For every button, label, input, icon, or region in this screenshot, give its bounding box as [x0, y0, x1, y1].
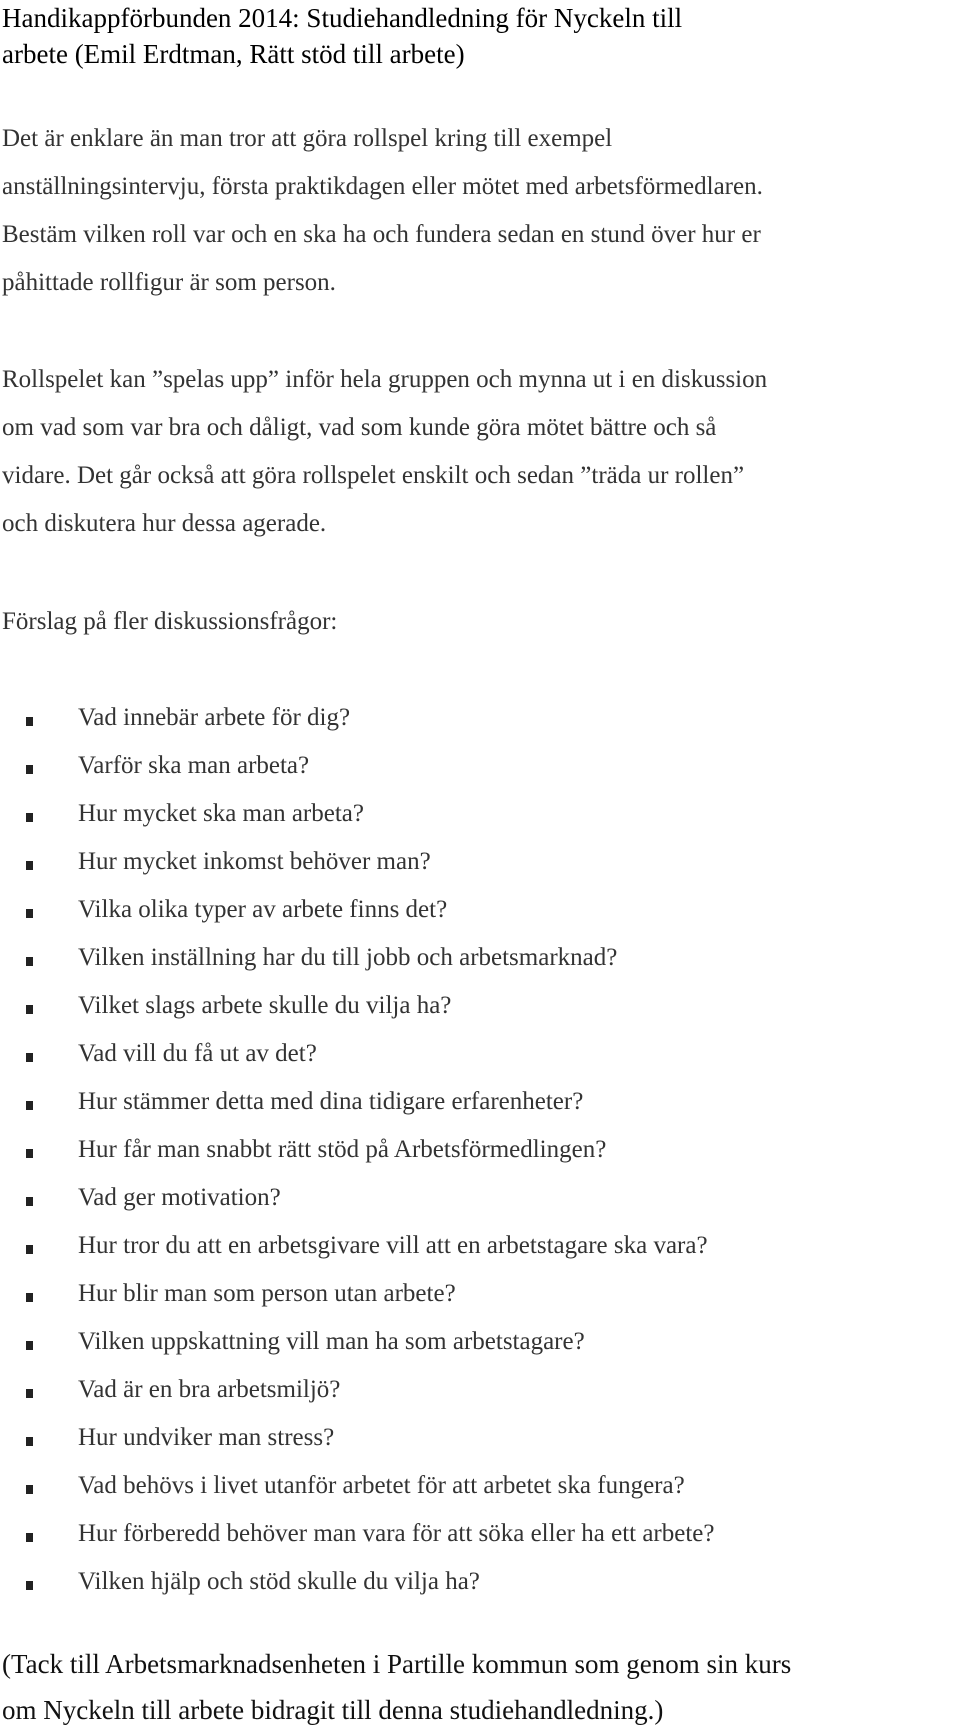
question-item — [0, 700, 940, 748]
square-bullet-icon — [26, 1101, 33, 1110]
paragraph-roleplay-discussion — [2, 356, 942, 548]
footer-line-2: om Nyckeln till arbete bidragit till denna studiehandledning.) — [2, 1695, 664, 1725]
square-bullet-icon — [26, 909, 33, 918]
question-text: Vilken uppskattning vill man ha som arbetstagare? — [78, 1328, 585, 1355]
square-bullet-icon — [26, 813, 33, 822]
square-bullet-icon — [26, 1485, 33, 1494]
question-text: Varför ska man arbeta? — [78, 752, 310, 779]
question-item — [0, 1420, 940, 1468]
question-item — [0, 1516, 940, 1564]
square-bullet-icon — [26, 1533, 33, 1542]
question-text: Vilket slags arbete skulle du vilja ha? — [78, 992, 452, 1019]
question-text: Vilken hjälp och stöd skulle du vilja ha? — [78, 1568, 480, 1595]
question-item — [0, 1276, 940, 1324]
question-item — [0, 1180, 940, 1228]
paragraph-line: och diskutera hur dessa agerade. — [2, 510, 327, 537]
question-text: Hur får man snabbt rätt stöd på Arbetsförmedlingen? — [78, 1136, 607, 1163]
square-bullet-icon — [26, 1197, 33, 1206]
question-text: Vilka olika typer av arbete finns det? — [78, 896, 448, 923]
square-bullet-icon — [26, 1437, 33, 1446]
square-bullet-icon — [26, 1293, 33, 1302]
question-item — [0, 796, 940, 844]
question-item — [0, 1036, 940, 1084]
paragraph-line: påhittade rollfigur är som person. — [2, 269, 336, 296]
square-bullet-icon — [26, 765, 33, 774]
question-text: Hur mycket inkomst behöver man? — [78, 848, 431, 875]
question-item — [0, 1564, 940, 1612]
question-item — [0, 1324, 940, 1372]
square-bullet-icon — [26, 717, 33, 726]
question-item — [0, 940, 940, 988]
acknowledgement-footer — [2, 1641, 942, 1733]
question-item — [0, 1084, 940, 1132]
question-text: Hur förberedd behöver man vara för att söka eller ha ett arbete? — [78, 1520, 715, 1547]
square-bullet-icon — [26, 1149, 33, 1158]
question-item — [0, 1468, 940, 1516]
question-item — [0, 1132, 940, 1180]
questions-heading: Förslag på fler diskussionsfrågor: — [2, 608, 338, 635]
square-bullet-icon — [26, 1053, 33, 1062]
square-bullet-icon — [26, 957, 33, 966]
paragraph-line: om vad som var bra och dåligt, vad som kunde göra mötet bättre och så — [2, 414, 717, 441]
question-text: Vad vill du få ut av det? — [78, 1040, 317, 1067]
question-text: Vad ger motivation? — [78, 1184, 281, 1211]
question-text: Hur blir man som person utan arbete? — [78, 1280, 456, 1307]
title-line-1: Handikappförbunden 2014: Studiehandledning för Nyckeln till — [2, 3, 683, 33]
question-item — [0, 988, 940, 1036]
paragraph-line: Det är enklare än man tror att göra rollspel kring till exempel — [2, 125, 613, 152]
footer-line-1: (Tack till Arbetsmarknadsenheten i Partille kommun som genom sin kurs — [2, 1649, 792, 1679]
question-text: Hur undviker man stress? — [78, 1424, 335, 1451]
paragraph-line: vidare. Det går också att göra rollspelet enskilt och sedan ”träda ur rollen” — [2, 462, 745, 489]
question-item — [0, 844, 940, 892]
square-bullet-icon — [26, 1581, 33, 1590]
square-bullet-icon — [26, 1341, 33, 1350]
paragraph-line: anställningsintervju, första praktikdagen eller mötet med arbetsförmedlaren. — [2, 173, 763, 200]
question-text: Hur mycket ska man arbeta? — [78, 800, 364, 827]
title-line-2: arbete (Emil Erdtman, Rätt stöd till arbete) — [2, 39, 465, 69]
question-item — [0, 1372, 940, 1420]
square-bullet-icon — [26, 1245, 33, 1254]
square-bullet-icon — [26, 1005, 33, 1014]
paragraph-line: Rollspelet kan ”spelas upp” inför hela gruppen och mynna ut i en diskussion — [2, 366, 768, 393]
square-bullet-icon — [26, 861, 33, 870]
paragraph-line: Bestäm vilken roll var och en ska ha och fundera sedan en stund över hur er — [2, 221, 761, 248]
question-item — [0, 1228, 940, 1276]
question-text: Hur tror du att en arbetsgivare vill att en arbetstagare ska vara? — [78, 1232, 708, 1259]
question-text: Vad behövs i livet utanför arbetet för att arbetet ska fungera? — [78, 1472, 685, 1499]
question-text: Vad är en bra arbetsmiljö? — [78, 1376, 341, 1403]
square-bullet-icon — [26, 1389, 33, 1398]
question-item — [0, 892, 940, 940]
document-title — [2, 0, 942, 72]
question-item — [0, 748, 940, 796]
questions-list — [0, 700, 940, 1612]
question-text: Vilken inställning har du till jobb och arbetsmarknad? — [78, 944, 618, 971]
question-text: Vad innebär arbete för dig? — [78, 704, 351, 731]
paragraph-roleplay-intro — [2, 115, 942, 307]
question-text: Hur stämmer detta med dina tidigare erfarenheter? — [78, 1088, 584, 1115]
